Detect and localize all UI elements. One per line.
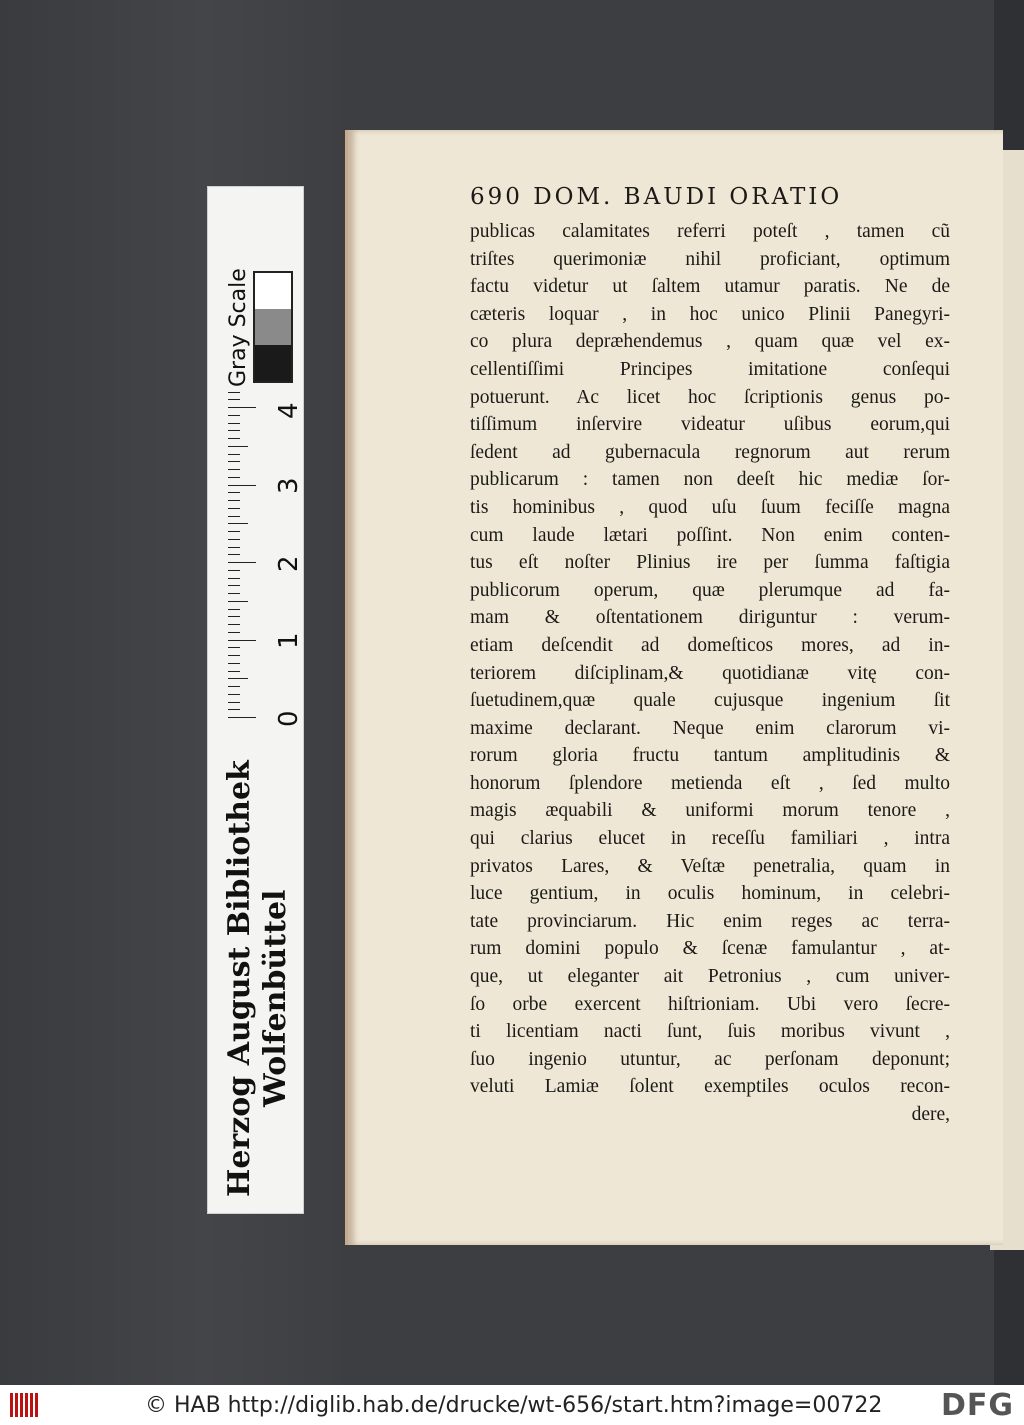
text-line: tus eſt noſter Plinius ire per ſumma faſtigia [470,552,950,574]
ruler-tick [228,702,240,703]
text-line: tiſſimum inſervire videatur uſibus eorum,qui [470,414,950,436]
ruler-tick [228,407,256,408]
ruler-tick [228,686,240,687]
ruler-tick [228,694,240,695]
ruler-tick [228,570,240,571]
ruler-tick [228,415,240,416]
page-header: 690 DOM. BAUDI ORATIO [470,184,843,210]
text-line: ſedent ad gubernacula regnorum aut rerum [470,441,950,463]
text-line: etiam deſcendit ad domeſticos mores, ad in- [470,634,950,656]
text-line: publicorum operum, quæ plerumque ad fa- [470,579,950,601]
text-line: honorum ſplendore metienda eſt , ſed multo [470,772,950,794]
ruler-tick [228,709,240,710]
ruler-number-0: 0 [274,710,304,727]
ruler-tick [228,593,240,594]
text-line: veluti Lamiæ ſolent exemptiles oculos recon- [470,1076,950,1098]
text-line: rum domini populo & ſcenæ famulantur , at- [470,938,950,960]
catchword: dere, [911,1104,950,1125]
ruler-tick [228,554,240,555]
text-line: teriorem diſciplinam,& quotidianæ vitę con- [470,662,950,684]
text-line: mam & oſtentationem diriguntur : verum- [470,607,950,629]
ruler-tick [228,438,240,439]
text-line: magis æquabili & uniformi morum tenore , [470,800,950,822]
text-line: ſuetudinem,quæ quale cujusque ingenium ſit [470,690,950,712]
ruler-tick [228,647,240,648]
ruler-tick [228,671,240,672]
text-line: rorum gloria fructu tantum amplitudinis & [470,745,950,767]
text-line: maxime declarant. Neque enim clarorum vi- [470,717,950,739]
text-line: ſuo ingenio utuntur, ac perſonam deponunt; [470,1048,950,1070]
text-line: publicarum : tamen non deeſt hic mediæ ſor- [470,469,950,491]
text-line: potuerunt. Ac licet hoc ſcriptionis genus po- [470,386,950,408]
gray-scale-label: Gray Scale [226,268,251,387]
text-line: co plura depræhendemus , quam quæ vel ex- [470,331,950,353]
text-line: privatos Lares, & Veſtæ penetralia, quam in [470,855,950,877]
text-line: publicas calamitates referri poteſt , tamen cũ [470,221,950,242]
ruler-tick [228,609,240,610]
ruler-number-1: 1 [274,632,304,649]
ruler-city: Wolfenbüttel [258,889,293,1107]
ruler-tick [228,717,256,718]
ruler-tick [228,663,240,664]
text-line: tis hominibus , quod uſu ſuum feciſſe magna [470,496,950,518]
ruler-tick [228,461,240,462]
ruler-institution: Herzog August Bibliothek [222,760,257,1197]
ruler-tick [228,678,248,679]
ruler-tick [228,640,256,641]
ruler-number-4: 4 [274,402,304,419]
text-line: ſo orbe exercent hiſtrioniam. Ubi vero ſecre- [470,993,950,1015]
footer-copyright-link[interactable]: © HAB http://diglib.hab.de/drucke/wt-656/start.htm?image=00722 [145,1393,883,1418]
ruler-tick [228,624,240,625]
text-line: ti licentiam nacti ſunt, ſuis moribus vivunt , [470,1021,950,1043]
ruler-tick [228,578,240,579]
text-line: cum laude lætari poſſint. Non enim conten- [470,524,950,546]
text-line: qui clarius elucet in receſſu familiari , intra [470,828,950,850]
ruler-tick [228,516,240,517]
ruler-tick [228,392,240,393]
page-body [470,218,950,1129]
ruler-tick [228,562,256,563]
ruler-tick [228,446,248,447]
ruler-tick [228,399,240,400]
ruler-tick [228,454,240,455]
ruler-tick [228,423,240,424]
text-line: factu videtur ut ſaltem utamur paratis. Ne de [470,276,950,298]
ruler-number-3: 3 [274,477,304,494]
dfg-logo: DFG [940,1388,1014,1423]
text-line: tate provinciarum. Hic enim reges ac terra- [470,910,950,932]
ruler-tick [228,430,240,431]
ruler-tick [228,585,240,586]
ruler-tick [228,492,240,493]
text-line: cellentiſſimi Principes imitatione conſequi [470,358,950,380]
ruler-tick [228,500,240,501]
text-line: que, ut eleganter ait Petronius , cum univer- [470,966,950,988]
ruler-number-2: 2 [274,555,304,572]
ruler-tick [228,655,240,656]
ruler-tick [228,616,240,617]
ruler-tick [228,508,240,509]
ruler-tick [228,531,240,532]
footer-bar [0,1385,1024,1425]
ruler-tick [228,485,256,486]
ruler-tick [228,469,240,470]
ruler-tick [228,477,240,478]
ruler-tick [228,601,248,602]
hab-logo-icon [10,1393,44,1419]
ruler-tick [228,547,240,548]
ruler-tick [228,539,240,540]
text-line: luce gentium, in oculis hominum, in celebri- [470,883,950,905]
ruler-tick [228,523,248,524]
ruler-tick [228,632,240,633]
color-ruler [207,186,304,1214]
text-line: cæteris loquar , in hoc unico Plinii Panegyri- [470,303,950,325]
text-line: triſtes querimoniæ nihil proficiant, optimum [470,248,950,270]
